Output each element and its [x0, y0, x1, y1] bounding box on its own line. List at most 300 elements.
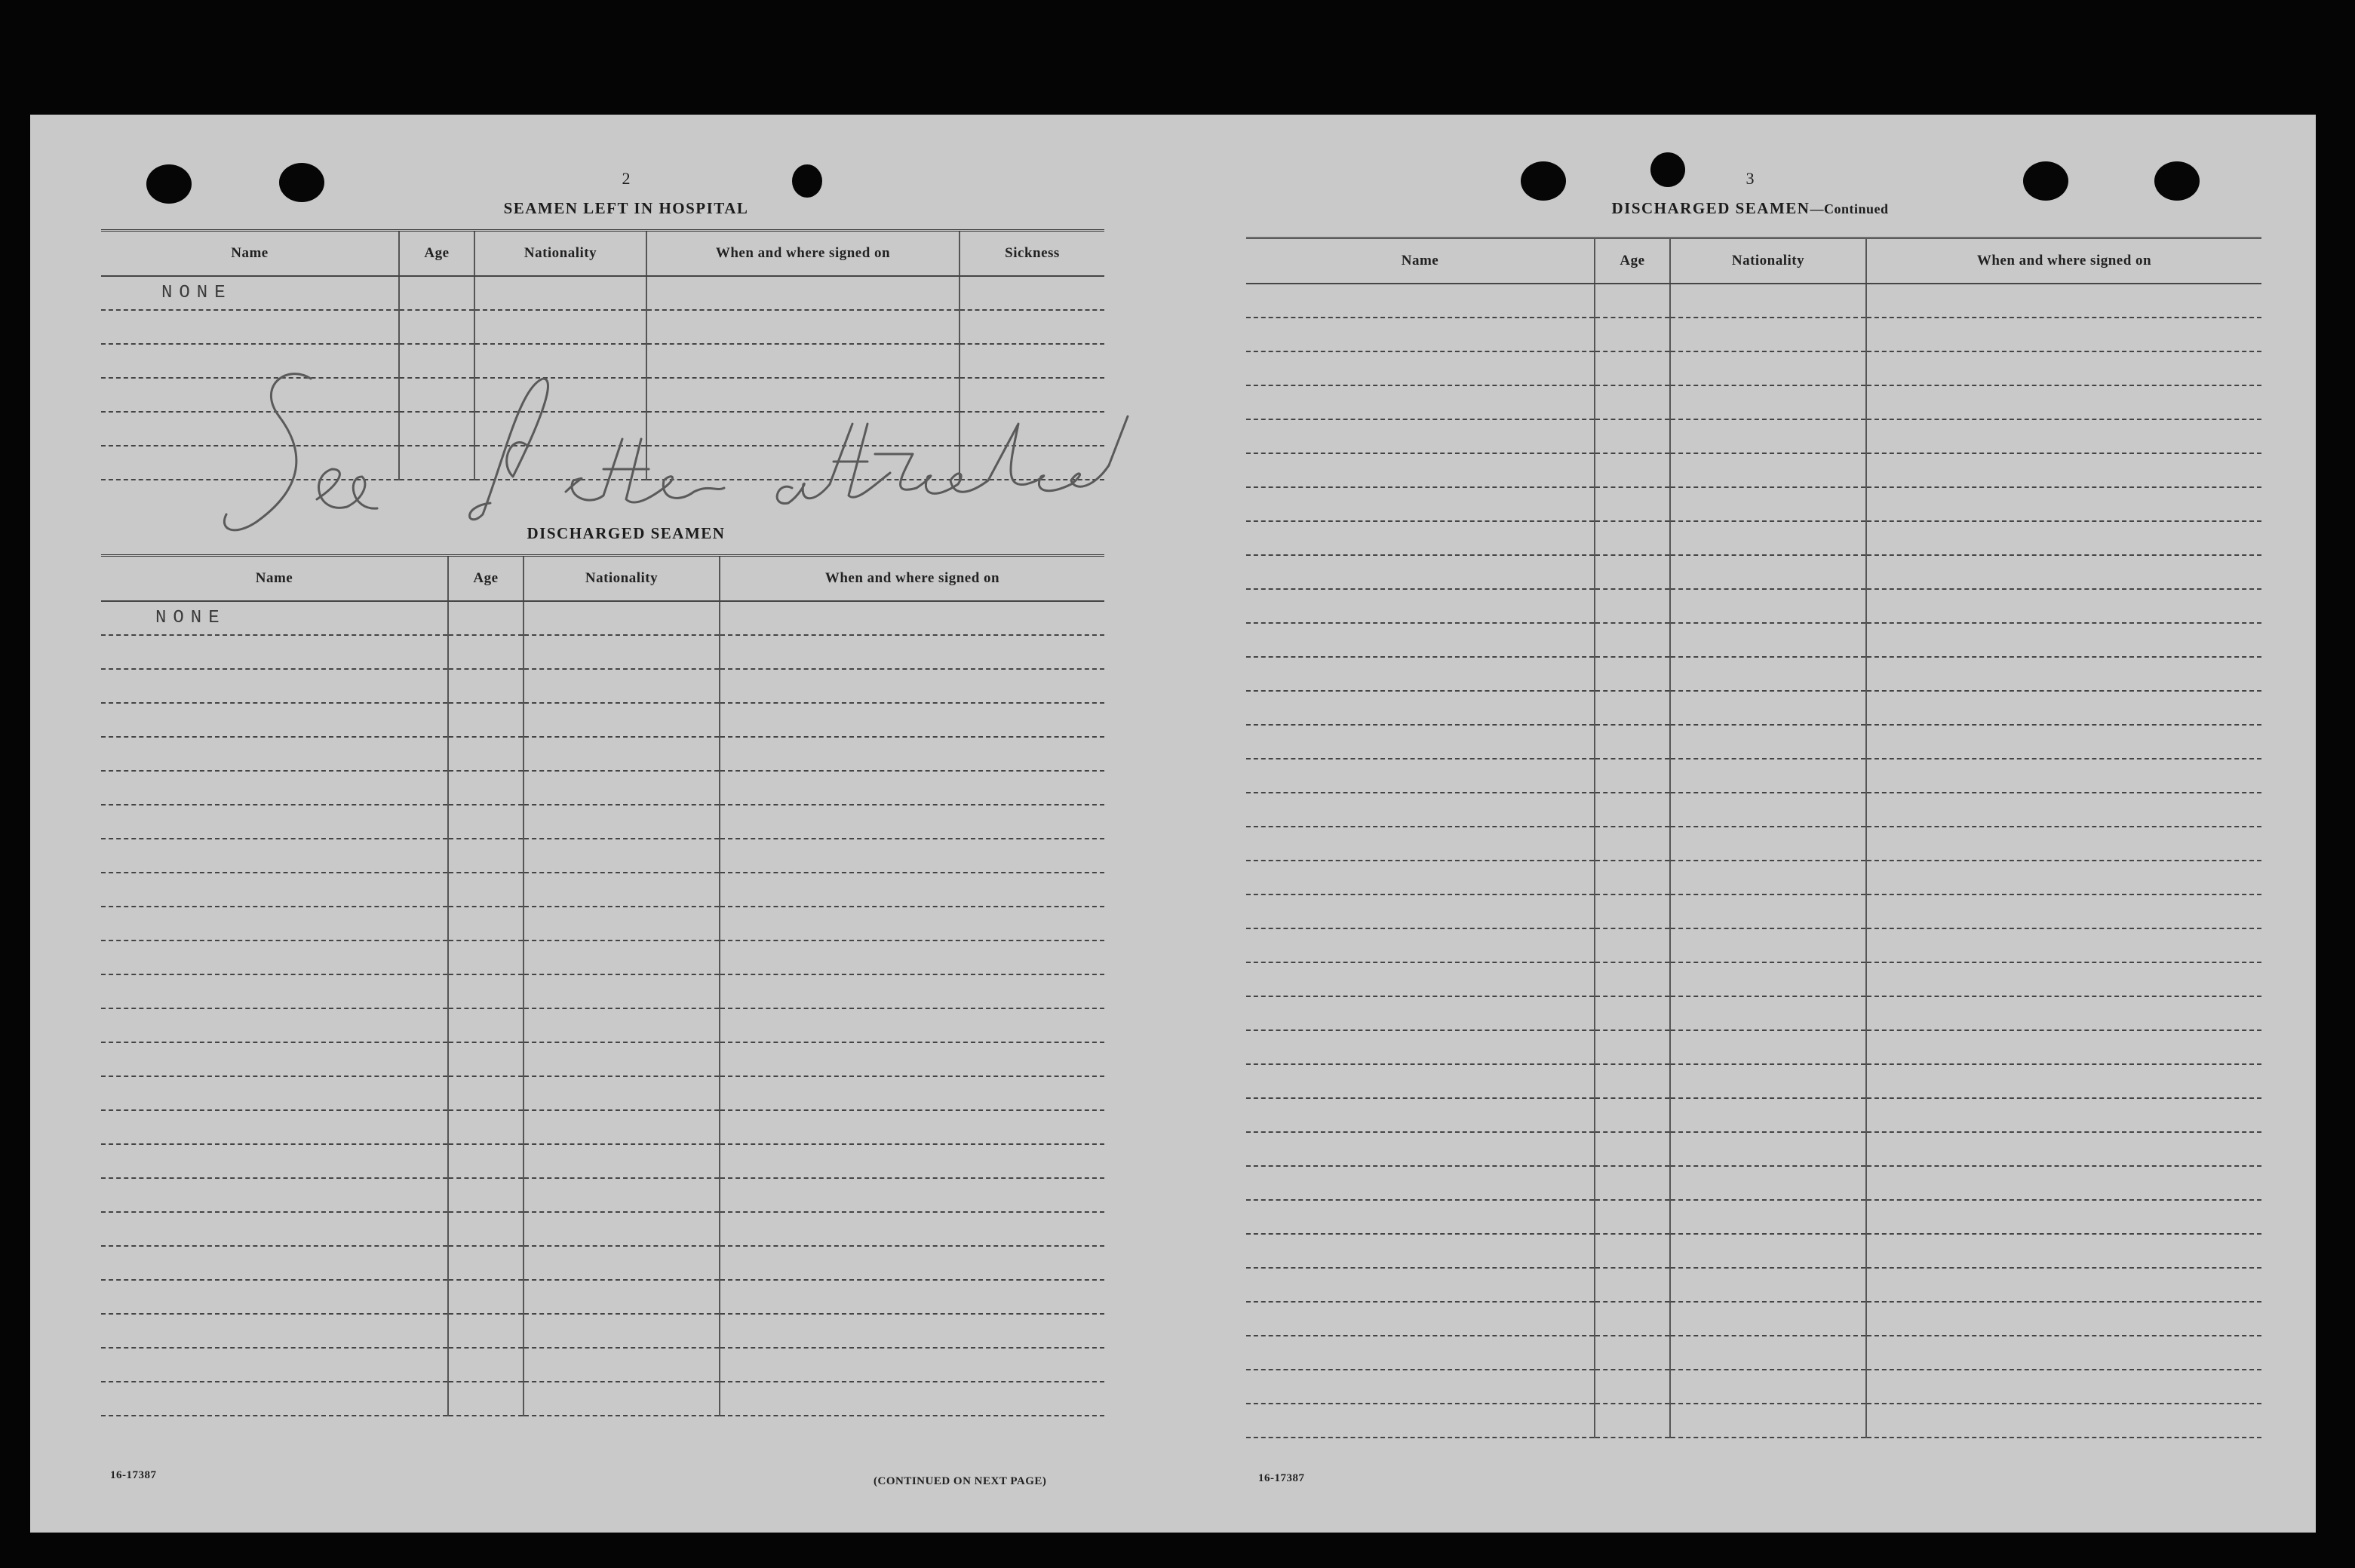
- table-cell: [1866, 894, 2261, 928]
- table-cell: [720, 703, 1104, 737]
- table-cell: [524, 907, 720, 940]
- table-cell: [1246, 962, 1595, 996]
- table-cell: [101, 873, 448, 907]
- discharged-table: [101, 554, 1104, 1416]
- table-cell: [101, 1382, 448, 1416]
- table-cell: [720, 1246, 1104, 1280]
- column-header: When and where signed on: [1866, 238, 2261, 284]
- table-cell: [448, 669, 524, 703]
- table-cell: [524, 1212, 720, 1246]
- table-row: [101, 873, 1104, 907]
- table-cell: [1670, 928, 1866, 962]
- table-row: [101, 1348, 1104, 1382]
- table-cell: [1595, 725, 1670, 759]
- table-row: [1246, 453, 2261, 487]
- table-cell: [1246, 894, 1595, 928]
- table-cell: [1670, 589, 1866, 623]
- table-cell: [1670, 623, 1866, 657]
- table-cell: [1670, 453, 1866, 487]
- table-cell: [1866, 827, 2261, 861]
- table-cell: [720, 771, 1104, 805]
- table-cell: [1595, 894, 1670, 928]
- table-cell: [1866, 1098, 2261, 1132]
- table-cell: [1595, 318, 1670, 351]
- table-cell: [1670, 1370, 1866, 1404]
- page-number: 2: [622, 169, 631, 188]
- table-cell: [1670, 1098, 1866, 1132]
- table-cell: [1595, 1302, 1670, 1336]
- table-cell: [448, 805, 524, 839]
- table-cell: [524, 635, 720, 669]
- form-number: 16-17387: [110, 1469, 157, 1481]
- table-cell: [720, 1212, 1104, 1246]
- table-cell: [1595, 351, 1670, 385]
- table-cell: [1670, 691, 1866, 725]
- table-cell: [1670, 1030, 1866, 1064]
- table-cell: [1246, 385, 1595, 419]
- table-cell: [720, 907, 1104, 940]
- table-row: [1246, 657, 2261, 691]
- table-cell: [1866, 1268, 2261, 1302]
- table-cell: [448, 635, 524, 669]
- table-cell: [448, 839, 524, 873]
- table-cell: [101, 1042, 448, 1076]
- table-row: [101, 1144, 1104, 1178]
- table-cell: [720, 1008, 1104, 1042]
- table-cell: [101, 771, 448, 805]
- punch-hole: [1521, 161, 1566, 201]
- table-row: [1246, 1268, 2261, 1302]
- table-cell: [524, 1076, 720, 1110]
- table-cell: [1670, 351, 1866, 385]
- table-cell: [448, 1076, 524, 1110]
- column-header: When and where signed on: [646, 231, 960, 277]
- table-row: [1246, 725, 2261, 759]
- table-cell: [101, 1212, 448, 1246]
- table-cell: [448, 1008, 524, 1042]
- table-row: [101, 1178, 1104, 1212]
- table-cell: [1595, 793, 1670, 827]
- table-row: [101, 1008, 1104, 1042]
- table-cell: [1595, 1404, 1670, 1438]
- table-cell: [720, 1144, 1104, 1178]
- table-cell: [1595, 487, 1670, 521]
- table-cell: [1246, 453, 1595, 487]
- table-cell: [101, 839, 448, 873]
- table-cell: [720, 1382, 1104, 1416]
- table-cell: [1866, 419, 2261, 453]
- punch-hole: [1650, 152, 1685, 187]
- table-cell: [1670, 487, 1866, 521]
- table-cell: [1866, 657, 2261, 691]
- punch-hole: [792, 164, 822, 198]
- table-cell: [1866, 996, 2261, 1030]
- table-cell: [1246, 861, 1595, 894]
- table-cell: [1866, 691, 2261, 725]
- table-cell: [1246, 623, 1595, 657]
- table-row: [1246, 928, 2261, 962]
- table-cell: [1670, 759, 1866, 793]
- table-row: [101, 839, 1104, 873]
- table-cell: [524, 771, 720, 805]
- table-cell: [1866, 1404, 2261, 1438]
- table-cell: [1246, 487, 1595, 521]
- table-cell: [1246, 1268, 1595, 1302]
- table-row: [1246, 1166, 2261, 1200]
- table-cell: [1595, 1336, 1670, 1370]
- table-cell: [101, 1348, 448, 1382]
- table-cell: [1246, 827, 1595, 861]
- table-cell: [1670, 793, 1866, 827]
- continued-note: (CONTINUED ON NEXT PAGE): [874, 1475, 1047, 1487]
- table-cell: [524, 1280, 720, 1314]
- table-cell: [720, 805, 1104, 839]
- table-cell: [1595, 1098, 1670, 1132]
- table-cell: [448, 940, 524, 974]
- table-row: [101, 1042, 1104, 1076]
- column-header: Name: [101, 556, 448, 602]
- table-cell: [720, 1314, 1104, 1348]
- table-cell: [448, 1382, 524, 1416]
- table-cell: [524, 1382, 720, 1416]
- discharged-continued-table: [1246, 237, 2261, 1438]
- table-cell: [1595, 284, 1670, 318]
- table-cell: [524, 940, 720, 974]
- table-cell: [1246, 1166, 1595, 1200]
- table-cell: [1595, 962, 1670, 996]
- table-cell: [1866, 1302, 2261, 1336]
- table-row: [101, 940, 1104, 974]
- table-cell: [1246, 928, 1595, 962]
- table-cell: [1670, 318, 1866, 351]
- table-row: [1246, 962, 2261, 996]
- table-cell: [1670, 1336, 1866, 1370]
- table-cell: [1670, 861, 1866, 894]
- table-cell: [1670, 1404, 1866, 1438]
- table-cell: [1866, 385, 2261, 419]
- table-cell: [720, 1348, 1104, 1382]
- table-cell: [1595, 1234, 1670, 1268]
- table-cell: [1670, 725, 1866, 759]
- table-cell: [1246, 1098, 1595, 1132]
- page-number: 3: [1746, 169, 1755, 188]
- table-cell: [1246, 725, 1595, 759]
- table-cell: [1866, 521, 2261, 555]
- table-cell: [1246, 793, 1595, 827]
- table-cell: [1595, 1200, 1670, 1234]
- table-cell: [1595, 1132, 1670, 1166]
- table-cell: [1866, 1336, 2261, 1370]
- table-cell: [1866, 725, 2261, 759]
- title-main: DISCHARGED SEAMEN: [1611, 199, 1810, 217]
- table-cell: [101, 907, 448, 940]
- table-row: [1246, 1302, 2261, 1336]
- table-cell: [1246, 589, 1595, 623]
- table-row: [101, 907, 1104, 940]
- table-cell: [1246, 759, 1595, 793]
- table-cell: [1595, 928, 1670, 962]
- table-cell: [524, 1144, 720, 1178]
- table-cell: [720, 940, 1104, 974]
- table-cell: [101, 737, 448, 771]
- table-cell: [1866, 487, 2261, 521]
- table-cell: [1246, 1234, 1595, 1268]
- table-cell: [1670, 962, 1866, 996]
- table-cell: [1595, 521, 1670, 555]
- table-cell: [1866, 861, 2261, 894]
- punch-hole: [2154, 161, 2200, 201]
- discharged-continued-title: [1433, 199, 2067, 218]
- table-cell: [524, 1178, 720, 1212]
- table-cell: [524, 873, 720, 907]
- table-row: [101, 805, 1104, 839]
- table-cell: [1866, 284, 2261, 318]
- table-row: [101, 669, 1104, 703]
- table-cell: [101, 940, 448, 974]
- table-cell: [1866, 1166, 2261, 1200]
- table-row: [1246, 1404, 2261, 1438]
- table-cell: [1246, 521, 1595, 555]
- table-cell: [1246, 657, 1595, 691]
- table-cell: [524, 669, 720, 703]
- table-cell: [1670, 1064, 1866, 1098]
- table-row: [101, 1076, 1104, 1110]
- table-cell: [101, 1144, 448, 1178]
- table-cell: [448, 873, 524, 907]
- table-cell: [720, 974, 1104, 1008]
- table-cell: [1246, 555, 1595, 589]
- table-cell: [524, 1314, 720, 1348]
- table-row: [1246, 521, 2261, 555]
- table-row: [1246, 1030, 2261, 1064]
- table-row: [101, 1280, 1104, 1314]
- table-cell: [448, 1314, 524, 1348]
- table-row: [1246, 385, 2261, 419]
- table-cell: [101, 669, 448, 703]
- table-cell: [524, 1348, 720, 1382]
- table-cell: [1866, 351, 2261, 385]
- table-row: [1246, 1200, 2261, 1234]
- punch-hole: [279, 163, 324, 202]
- none-entry: NONE: [101, 276, 399, 310]
- table-cell: [720, 1076, 1104, 1110]
- table-row: [1246, 1064, 2261, 1098]
- column-header: Age: [399, 231, 474, 277]
- table-row: [1246, 759, 2261, 793]
- table-cell: [1246, 284, 1595, 318]
- table-row: [1246, 284, 2261, 318]
- table-cell: [1670, 521, 1866, 555]
- table-cell: [524, 1246, 720, 1280]
- table-cell: [524, 974, 720, 1008]
- table-row: [101, 974, 1104, 1008]
- table-cell: [1595, 996, 1670, 1030]
- table-cell: [101, 703, 448, 737]
- column-header: Name: [1246, 238, 1595, 284]
- table-cell: [101, 805, 448, 839]
- table-cell: [448, 1280, 524, 1314]
- table-row: [1246, 1132, 2261, 1166]
- table-cell: [720, 1280, 1104, 1314]
- table-cell: [1866, 793, 2261, 827]
- table-cell: [1866, 318, 2261, 351]
- table-row: [101, 703, 1104, 737]
- table-cell: [101, 1076, 448, 1110]
- column-header: Age: [1595, 238, 1670, 284]
- table-cell: [1595, 453, 1670, 487]
- table-row: [101, 276, 1104, 310]
- table-cell: [1866, 962, 2261, 996]
- table-cell: [720, 1110, 1104, 1144]
- table-row: [1246, 894, 2261, 928]
- title-continued: —Continued: [1810, 201, 1889, 216]
- table-row: [1246, 1234, 2261, 1268]
- table-cell: [448, 737, 524, 771]
- table-cell: [524, 1110, 720, 1144]
- table-row: [1246, 1098, 2261, 1132]
- table-cell: [1246, 691, 1595, 725]
- table-row: [101, 1212, 1104, 1246]
- hospital-section-title: SEAMEN LEFT IN HOSPITAL: [503, 199, 749, 217]
- table-cell: [1866, 1132, 2261, 1166]
- table-cell: [101, 1008, 448, 1042]
- table-cell: [1595, 691, 1670, 725]
- punch-hole: [2023, 161, 2068, 201]
- table-cell: [448, 907, 524, 940]
- table-cell: [1670, 385, 1866, 419]
- table-row: [1246, 318, 2261, 351]
- document-page: [30, 115, 2316, 1533]
- table-cell: [524, 1008, 720, 1042]
- table-cell: [1595, 419, 1670, 453]
- table-cell: [1246, 1370, 1595, 1404]
- table-cell: [524, 839, 720, 873]
- table-cell: [448, 1246, 524, 1280]
- table-cell: [1670, 284, 1866, 318]
- table-cell: [448, 703, 524, 737]
- table-cell: [448, 1110, 524, 1144]
- table-cell: [101, 1178, 448, 1212]
- table-cell: [101, 635, 448, 669]
- table-cell: [720, 1042, 1104, 1076]
- table-cell: [1246, 419, 1595, 453]
- table-row: [1246, 487, 2261, 521]
- table-cell: [1670, 419, 1866, 453]
- table-row: [101, 635, 1104, 669]
- table-cell: [1866, 1234, 2261, 1268]
- table-cell: [1866, 623, 2261, 657]
- column-header: Nationality: [1670, 238, 1866, 284]
- table-cell: [1866, 1064, 2261, 1098]
- table-cell: [1866, 759, 2261, 793]
- table-cell: [1866, 589, 2261, 623]
- table-cell: [448, 1042, 524, 1076]
- column-header: Nationality: [524, 556, 720, 602]
- table-row: [1246, 996, 2261, 1030]
- table-cell: [101, 1280, 448, 1314]
- table-cell: [720, 669, 1104, 703]
- table-cell: [1595, 555, 1670, 589]
- table-cell: [1670, 1132, 1866, 1166]
- table-cell: [1246, 1064, 1595, 1098]
- table-row: [101, 1110, 1104, 1144]
- table-cell: [1246, 1132, 1595, 1166]
- table-row: [1246, 861, 2261, 894]
- table-row: [101, 1246, 1104, 1280]
- table-cell: [448, 1178, 524, 1212]
- table-row: [1246, 1336, 2261, 1370]
- column-header: Name: [101, 231, 399, 277]
- table-cell: [1595, 1268, 1670, 1302]
- table-row: [1246, 827, 2261, 861]
- discharged-section-title: DISCHARGED SEAMEN: [527, 524, 726, 542]
- table-row: [1246, 1370, 2261, 1404]
- table-cell: [1866, 1370, 2261, 1404]
- table-cell: [1670, 1268, 1866, 1302]
- table-row: [1246, 555, 2261, 589]
- table-cell: [1246, 318, 1595, 351]
- table-cell: [1595, 1064, 1670, 1098]
- table-cell: [1866, 1030, 2261, 1064]
- table-cell: [720, 635, 1104, 669]
- table-cell: [1595, 1030, 1670, 1064]
- table-cell: [1246, 1030, 1595, 1064]
- table-cell: [1595, 1370, 1670, 1404]
- table-row: [1246, 351, 2261, 385]
- table-cell: [1595, 759, 1670, 793]
- table-cell: [1246, 996, 1595, 1030]
- table-cell: [720, 873, 1104, 907]
- table-cell: [1595, 385, 1670, 419]
- table-cell: [101, 974, 448, 1008]
- table-row: [101, 737, 1104, 771]
- table-cell: [1866, 555, 2261, 589]
- table-cell: [1670, 1302, 1866, 1336]
- table-cell: [1595, 861, 1670, 894]
- table-row: [101, 601, 1104, 635]
- table-cell: [448, 1348, 524, 1382]
- table-cell: [101, 1246, 448, 1280]
- table-cell: [1595, 589, 1670, 623]
- table-cell: [448, 771, 524, 805]
- table-row: [101, 1314, 1104, 1348]
- table-cell: [1866, 928, 2261, 962]
- table-cell: [1670, 555, 1866, 589]
- table-cell: [448, 1144, 524, 1178]
- table-cell: [1246, 351, 1595, 385]
- table-cell: [1670, 1234, 1866, 1268]
- table-row: [1246, 419, 2261, 453]
- table-row: [1246, 589, 2261, 623]
- table-cell: [1595, 657, 1670, 691]
- table-cell: [1595, 623, 1670, 657]
- column-header: Age: [448, 556, 524, 602]
- table-cell: [1246, 1302, 1595, 1336]
- table-cell: [720, 737, 1104, 771]
- table-cell: [1246, 1336, 1595, 1370]
- form-number: 16-17387: [1258, 1472, 1305, 1484]
- table-cell: [1670, 657, 1866, 691]
- table-cell: [101, 1314, 448, 1348]
- punch-hole: [146, 164, 192, 204]
- table-cell: [1246, 1404, 1595, 1438]
- table-cell: [448, 1212, 524, 1246]
- column-header: Nationality: [474, 231, 646, 277]
- table-cell: [448, 974, 524, 1008]
- table-row: [1246, 793, 2261, 827]
- table-cell: [1595, 827, 1670, 861]
- table-cell: [1866, 1200, 2261, 1234]
